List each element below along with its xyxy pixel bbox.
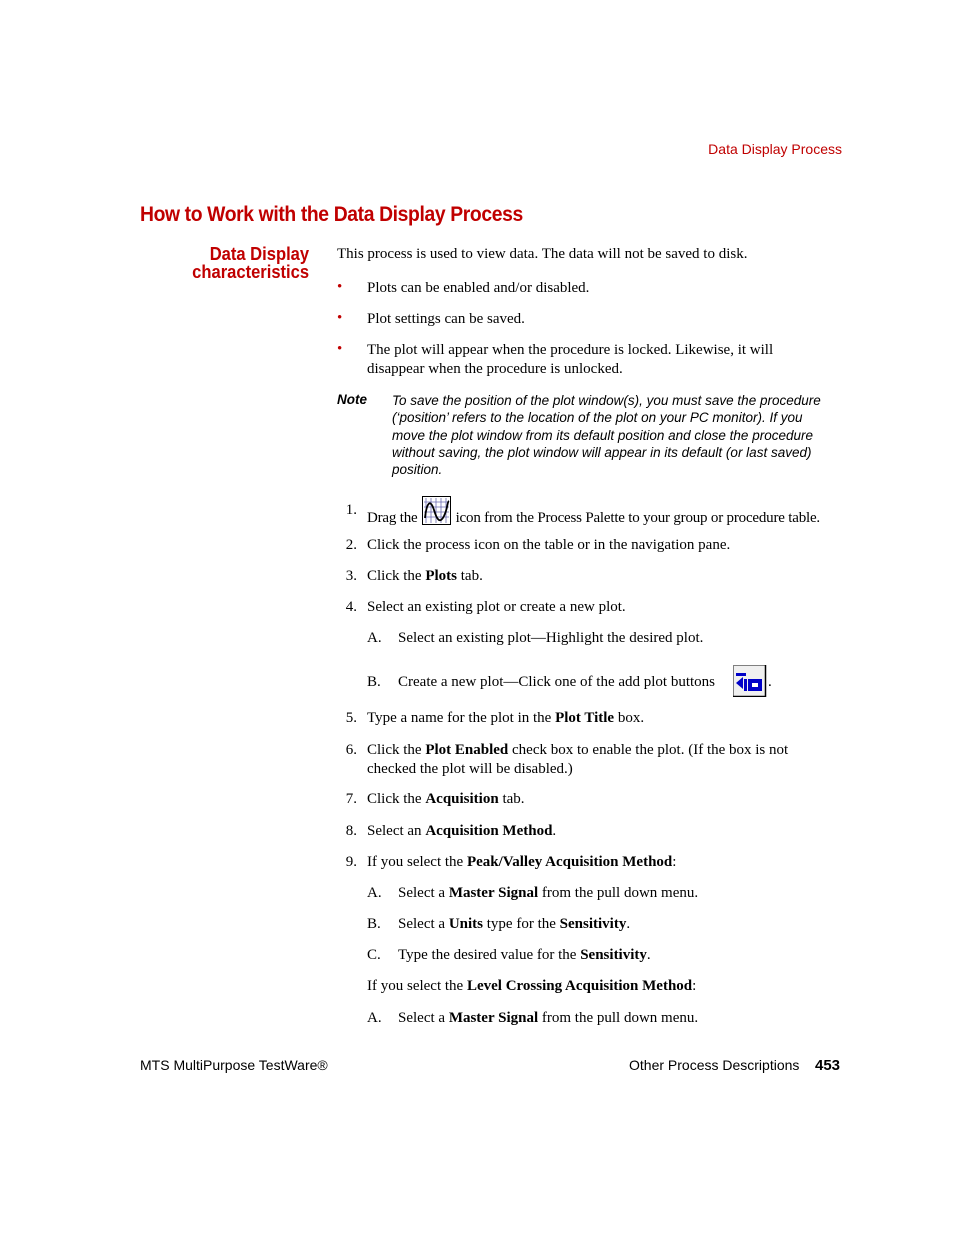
add-plot-button-icon <box>733 665 767 702</box>
step-6 <box>367 741 788 779</box>
ui-term: Sensitivity <box>580 947 647 963</box>
bullet-item <box>367 341 773 379</box>
data-display-process-icon <box>422 496 451 531</box>
section-heading: How to Work with the Data Display Process <box>140 203 523 226</box>
step-line <box>367 741 788 760</box>
step-text: : <box>692 978 697 994</box>
bullet-item: Plots can be enabled and/or disabled. <box>367 280 590 296</box>
step-number: 6. <box>345 742 357 758</box>
side-heading-line1: Data Display <box>209 244 309 264</box>
substep-letter: A. <box>367 630 382 646</box>
substep-letter: B. <box>367 916 381 932</box>
step-text: check box to enable the plot. (If the box is not <box>508 742 789 758</box>
substep-letter: A. <box>367 1010 382 1026</box>
step-text: from the pull down menu. <box>538 885 699 901</box>
footer-product: MTS MultiPurpose TestWare® <box>140 1057 328 1073</box>
substep-lc-a <box>398 1009 698 1028</box>
step-text: . <box>646 947 651 963</box>
ui-term: Plot Title <box>555 710 615 726</box>
ui-term: Peak/Valley Acquisition Method <box>466 854 673 870</box>
step-text: . <box>552 823 557 839</box>
step-text: type for the <box>483 916 560 932</box>
step-number: 3. <box>345 568 357 584</box>
step-text: Select a <box>398 916 449 932</box>
step-1 <box>367 496 847 531</box>
step-number: 5. <box>345 710 357 726</box>
step-number: 9. <box>345 854 357 870</box>
substep-letter: A. <box>367 885 382 901</box>
note-label: Note <box>337 392 367 407</box>
step-3 <box>367 567 483 586</box>
step-text: If you select the <box>367 854 467 870</box>
substep-letter: B. <box>367 674 381 690</box>
substep-9b <box>398 915 630 934</box>
ui-term: Level Crossing Acquisition Method <box>466 978 693 994</box>
step-number: 4. <box>345 599 357 615</box>
note-line: To save the position of the plot window(s), you must save the procedure <box>392 393 821 408</box>
ui-term: Acquisition <box>425 791 499 807</box>
ui-term: Master Signal <box>448 1010 539 1026</box>
bullet-item-line: The plot will appear when the procedure is locked. Likewise, it will <box>367 342 774 358</box>
ui-term: Plots <box>425 568 457 584</box>
step-text: Click the <box>367 568 426 584</box>
ui-term: Units <box>448 916 483 932</box>
step-text: tab. <box>457 568 483 584</box>
substep-9a <box>398 884 698 903</box>
step-text: . <box>626 916 631 932</box>
step-text: Select a <box>398 1010 449 1026</box>
bullet-marker: • <box>337 341 343 357</box>
substep-letter: C. <box>367 947 381 963</box>
step-text: : <box>672 854 677 870</box>
side-heading-line2: characteristics <box>192 262 309 282</box>
step-text: Select an <box>367 823 426 839</box>
step-4: Select an existing plot or create a new plot. <box>367 599 626 615</box>
step-number: 1. <box>345 502 357 518</box>
ui-term: Sensitivity <box>559 916 627 932</box>
step-text: from the pull down menu. <box>538 1010 699 1026</box>
step-9 <box>367 853 676 872</box>
step-text: Click the <box>367 791 426 807</box>
level-crossing-intro <box>367 977 696 996</box>
step-number: 8. <box>345 823 357 839</box>
sentence-period: . <box>768 674 772 690</box>
note-line: without saving, the plot window will appear in its default (or last saved) <box>392 444 812 460</box>
step-text: Drag the <box>367 509 418 526</box>
step-text: box. <box>614 710 645 726</box>
side-heading <box>192 245 309 281</box>
intro-paragraph: This process is used to view data. The data will not be saved to disk. <box>337 246 748 262</box>
footer-chapter: Other Process Descriptions <box>629 1057 800 1073</box>
running-header: Data Display Process <box>708 141 842 157</box>
substep-4b: Create a new plot—Click one of the add plot buttons <box>398 674 716 690</box>
bullet-item: Plot settings can be saved. <box>367 311 525 327</box>
bullet-item-line: disappear when the procedure is unlocked. <box>367 361 623 377</box>
bullet-marker: • <box>337 279 343 295</box>
step-2: Click the process icon on the table or in the navigation pane. <box>367 537 731 553</box>
step-number: 2. <box>345 537 357 553</box>
substep-4a: Select an existing plot—Highlight the desired plot. <box>398 630 704 646</box>
step-5 <box>367 709 644 728</box>
ui-term: Master Signal <box>448 885 539 901</box>
step-text: Type the desired value for the <box>398 947 581 963</box>
note-line: position. <box>392 462 443 478</box>
step-text: Select a <box>398 885 449 901</box>
page-number: 453 <box>815 1057 841 1074</box>
step-text: If you select the <box>367 978 467 994</box>
step-number: 7. <box>345 791 357 807</box>
note-text <box>392 392 847 478</box>
substep-9c <box>398 946 651 965</box>
note-line: move the plot window from its default position and close the procedure <box>392 427 813 443</box>
step-text: tab. <box>498 791 525 807</box>
step-line: checked the plot will be disabled.) <box>367 761 573 777</box>
step-8 <box>367 822 556 841</box>
note-line: (‘position’ refers to the location of the plot on your PC monitor). If you <box>392 410 803 426</box>
step-text: Type a name for the plot in the <box>367 710 556 726</box>
step-text: Click the <box>367 742 426 758</box>
step-7 <box>367 790 525 809</box>
ui-term: Plot Enabled <box>425 742 509 758</box>
bullet-marker: • <box>337 310 343 326</box>
step-text: icon from the Process Palette to your group or procedure table. <box>455 509 820 526</box>
ui-term: Acquisition Method <box>425 823 553 839</box>
